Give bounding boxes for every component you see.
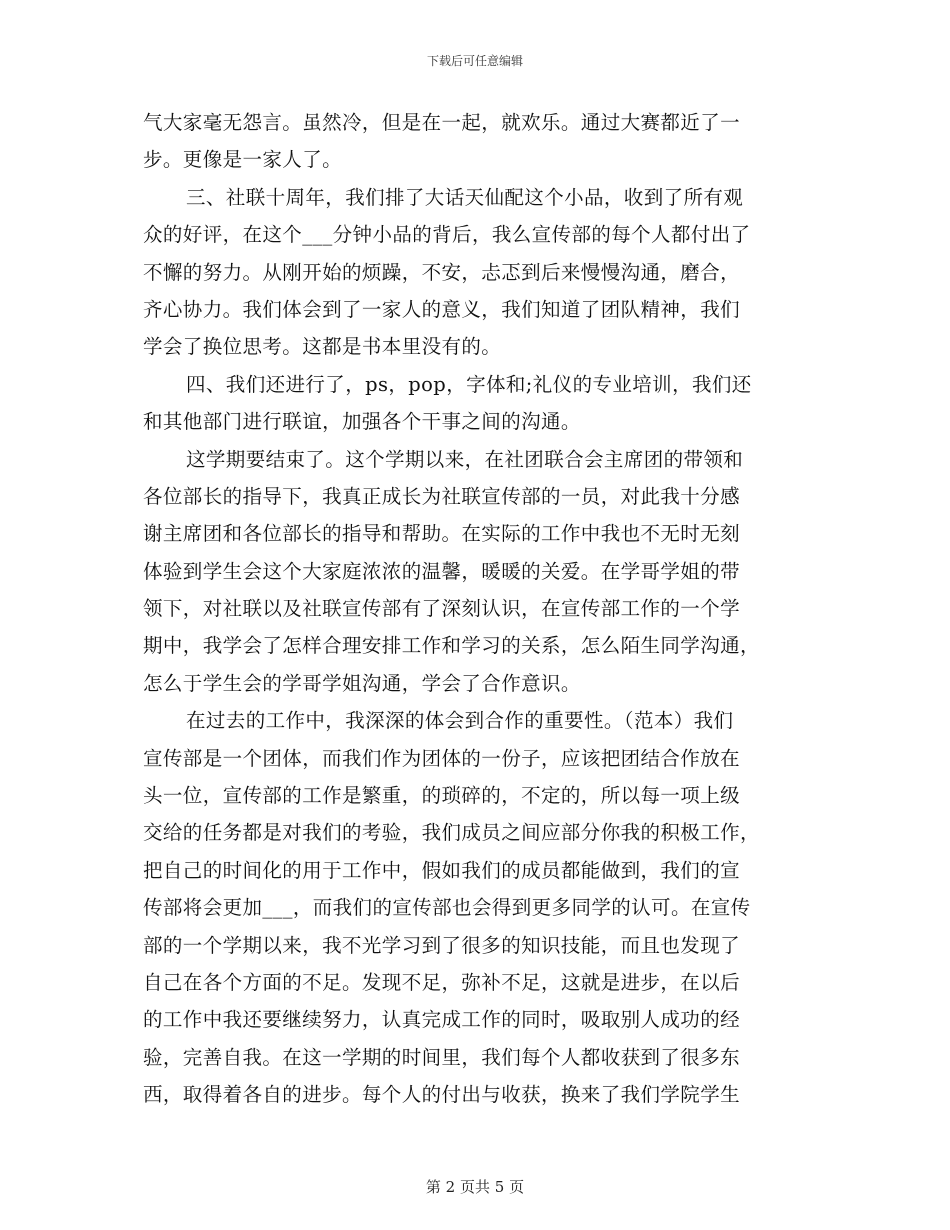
text-line: 和其他部门进行联谊，加强各个干事之间的沟通。 — [143, 410, 581, 434]
text-line: 众的好评，在这个___分钟小品的背后，我么宣传部的每个人都付出了 — [143, 223, 751, 247]
text-line: 气大家毫无怨言。虽然冷，但是在一起，就欢乐。通过大赛都近了一 — [143, 111, 741, 134]
text-line: 期中，我学会了怎样合理安排工作和学习的关系，怎么陌生同学沟通， — [143, 634, 760, 658]
page-number-footer: 第 2 页共 5 页 — [425, 1178, 525, 1196]
text-line: 怎么于学生会的学哥学姐沟通，学会了合作意识。 — [143, 671, 581, 695]
text-line: 三、社联十周年，我们排了大话天仙配这个小品，收到了所有观 — [186, 185, 744, 209]
text-line: 这学期要结束了。这个学期以来，在社团联合会主席团的带领和 — [186, 447, 744, 471]
text-line: 部的一个学期以来，我不光学习到了很多的知识技能，而且也发现了 — [143, 933, 741, 957]
text-line: 领下，对社联以及社联宣传部有了深刻认识，在宣传部工作的一个学 — [143, 597, 741, 621]
text-line: 的工作中我还要继续努力，认真完成工作的同时，吸取别人成功的经 — [143, 1008, 741, 1032]
text-line: 体验到学生会这个大家庭浓浓的温馨，暖暖的关爱。在学哥学姐的带 — [143, 559, 741, 583]
text-line: 步。更像是一家人了。 — [143, 148, 343, 172]
text-line: 验，完善自我。在这一学期的时间里，我们每个人都收获到了很多东 — [143, 1045, 741, 1069]
text-line: 各位部长的指导下，我真正成长为社联宣传部的一员，对此我十分感 — [143, 484, 741, 508]
text-line: 在过去的工作中，我深深的体会到合作的重要性。（范本）我们 — [186, 709, 734, 733]
text-line: 齐心协力。我们体会到了一家人的意义，我们知道了团队精神，我们 — [143, 297, 741, 321]
text-line: 谢主席团和各位部长的指导和帮助。在实际的工作中我也不无时无刻 — [143, 522, 741, 546]
text-line: 宣传部是一个团体，而我们作为团体的一份子，应该把团结合作放在 — [143, 746, 741, 770]
document-body — [143, 104, 803, 1114]
text-line: 头一位，宣传部的工作是繁重，的琐碎的，不定的，所以每一项上级 — [143, 784, 741, 808]
text-line: 自己在各个方面的不足。发现不足，弥补不足，这就是进步，在以后 — [143, 970, 741, 994]
text-line: 西，取得着各自的进步。每个人的付出与收获，换来了我们学院学生 — [143, 1083, 741, 1107]
text-line: 传部将会更加___，而我们的宣传部也会得到更多同学的认可。在宣传 — [143, 896, 751, 920]
text-line: 四、我们还进行了，ps，pop，字体和;礼仪的专业培训，我们还 — [186, 372, 752, 396]
text-line: 把自己的时间化的用于工作中，假如我们的成员都能做到，我们的宣 — [143, 858, 741, 882]
text-line: 交给的任务都是对我们的考验，我们成员之间应部分你我的积极工作， — [143, 821, 760, 845]
text-line: 不懈的努力。从刚开始的烦躁，不安，忐忑到后来慢慢沟通，磨合， — [143, 260, 741, 284]
page-header: 下载后可任意编辑 — [426, 54, 523, 68]
text-line: 学会了换位思考。这都是书本里没有的。 — [143, 335, 502, 359]
